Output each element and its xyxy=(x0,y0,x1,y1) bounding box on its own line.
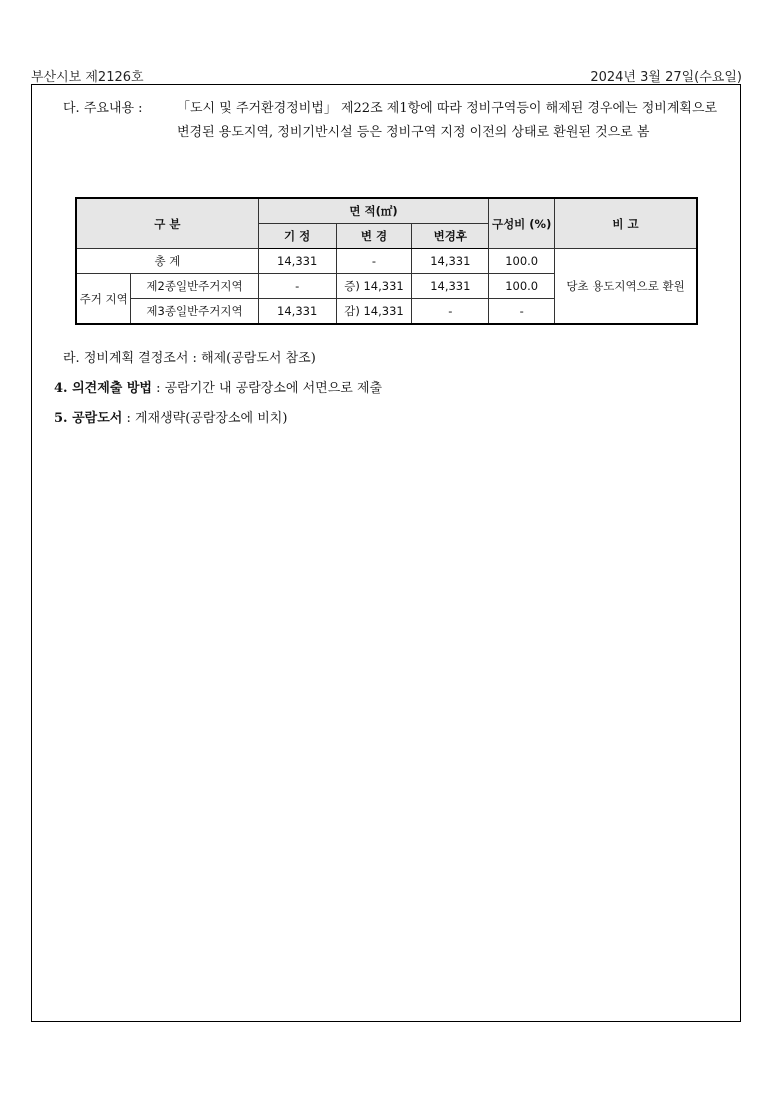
total-existing: 14,331 xyxy=(258,249,336,274)
item-main-content-label: 다. 주요내용 : xyxy=(63,101,143,116)
bulletin-issue: 부산시보 제2126호 xyxy=(31,70,144,85)
zone3-existing: 14,331 xyxy=(258,299,336,325)
item-opinion-method xyxy=(54,379,382,399)
header-note: 비 고 xyxy=(555,198,697,249)
item-opinion-method-text: : 공람기간 내 공람장소에 서면으로 제출 xyxy=(151,381,383,396)
header-ratio: 구성비 (%) xyxy=(489,198,555,249)
total-ratio: 100.0 xyxy=(489,249,555,274)
item-main-content-body: 「도시 및 주거환경정비법」 제22조 제1항에 따라 정비구역등이 해제된 경우에는 정비계획으로 변경된 용도지역, 정비기반시설 등은 정비구역 지정 이전의 상태로 환원된 것으로 봄 xyxy=(177,101,718,140)
content-frame xyxy=(31,84,741,1022)
bulletin-date: 2024년 3월 27일(수요일) xyxy=(590,70,742,85)
zone3-ratio: - xyxy=(489,299,555,325)
item-inspection-docs-label: 5. 공람도서 xyxy=(54,411,123,426)
header-existing: 기 정 xyxy=(258,224,336,249)
note-cell: 당초 용도지역으로 환원 xyxy=(555,249,697,325)
item-inspection-docs-text: : 게재생략(공람장소에 비치) xyxy=(122,411,288,426)
zone3-after: - xyxy=(412,299,489,325)
header-after: 변경후 xyxy=(412,224,489,249)
total-after: 14,331 xyxy=(412,249,489,274)
zone2-existing: - xyxy=(258,274,336,299)
header-area: 면 적(㎡) xyxy=(258,198,488,224)
zone2-after: 14,331 xyxy=(412,274,489,299)
header-gubun: 구 분 xyxy=(76,198,258,249)
total-change: - xyxy=(336,249,412,274)
zoning-area-table xyxy=(75,197,698,325)
item-inspection-docs xyxy=(54,409,287,429)
zone2-ratio: 100.0 xyxy=(489,274,555,299)
table-row-total xyxy=(76,249,697,274)
item-decision-record: 라. 정비계획 결정조서 : 해제(공람도서 참조) xyxy=(63,351,316,366)
zone2-change: 증) 14,331 xyxy=(336,274,412,299)
group-residential: 주거 지역 xyxy=(76,274,131,325)
zone2-label: 제2종일반주거지역 xyxy=(131,274,258,299)
zone3-label: 제3종일반주거지역 xyxy=(131,299,258,325)
header-change: 변 경 xyxy=(336,224,412,249)
item-opinion-method-label: 4. 의견제출 방법 xyxy=(54,381,152,396)
total-label: 총 계 xyxy=(76,249,258,274)
zone3-change: 감) 14,331 xyxy=(336,299,412,325)
